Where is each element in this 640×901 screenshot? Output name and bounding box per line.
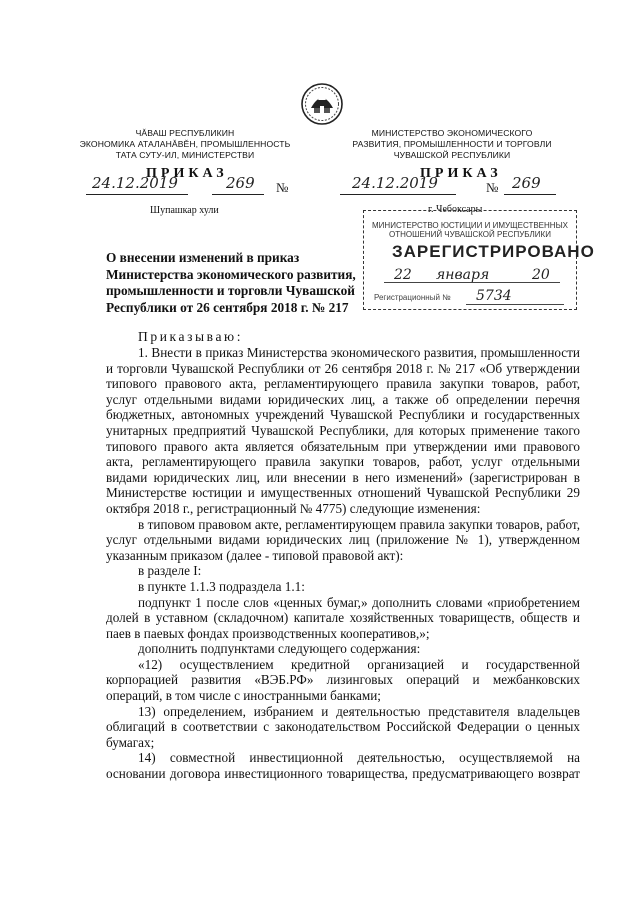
number-line-right [504, 174, 556, 195]
header-left-line1: ЧĂВАШ РЕСПУБЛИКИН [135, 128, 235, 138]
handwritten-number-right: 269 [512, 174, 541, 192]
document-title [106, 250, 376, 316]
prikaz-right-title: ПРИКАЗ [420, 166, 502, 181]
document-body [106, 345, 580, 782]
title-line1: О внесении изменений в приказ [106, 250, 300, 265]
handwritten-number-left: 269 [226, 174, 255, 192]
registration-stamp [363, 210, 595, 310]
stamp-month: января [436, 267, 490, 283]
stamp-date-row [384, 267, 560, 283]
handwritten-date-left: 24.12.2019 [92, 174, 178, 192]
stamp-ministry-line2: ОТНОШЕНИЙ ЧУВАШСКОЙ РЕСПУБЛИКИ [389, 230, 551, 239]
paragraph-1: 1. Внести в приказ Министерства экономического развития, промышленности и торговли Чувашской Республики от 26 сентября 2018 г. № 217 «Об утверждении типового правового акта, регламентирующего правила закупки товаров, работ, услуг отдельными видами юридических лиц, а также об определении перечня бюджетных, автономных учреждений Чувашской Республики и государственных унитарных предприятий Чувашской Республики, для которых применение такого типового правого акта является обязательным при утверждении ими правового акта, регламентирующего правила закупки товаров, работ, услуг отдельными видами юридических лиц, или внесении в него изменений» (зарегистрирован в Министерстве юстиции и имущественных отношений Чувашской Республики 29 октября 2018 г., регистрационный № 4775) следующие изменения: [106, 345, 580, 516]
date-line-left [86, 174, 188, 195]
header-left-chuvash [70, 128, 300, 161]
city-left: Шупашкар хули [150, 205, 219, 216]
stamp-registered-label: ЗАРЕГИСТРИРОВАНО [392, 242, 595, 261]
handwritten-date-right: 24.12.2019 [352, 174, 438, 192]
header-right-line3: ЧУВАШСКОЙ РЕСПУБЛИКИ [393, 150, 511, 160]
city-right: г. Чебоксары [428, 204, 483, 215]
stamp-reg-row [374, 288, 564, 305]
number-sign-right: № [486, 180, 499, 195]
stamp-ministry-line1: МИНИСТЕРСТВО ЮСТИЦИИ И ИМУЩЕСТВЕННЫХ [372, 221, 568, 230]
paragraph-3: в разделе I: [138, 563, 202, 579]
header-left-line2: ЭКОНОМИКА АТАЛАНĂВĔН, ПРОМЫШЛЕННОСТЬ [79, 139, 291, 149]
stamp-reg-number: 5734 [476, 288, 512, 304]
paragraph-8: 13) определением, избранием и деятельностью представителя владельцев облигаций в соответствии с законодательством Российской Федерации о ценных бумагах; [106, 703, 580, 750]
paragraph-7: «12) осуществлением кредитной организацией и государственной корпорацией развития «ВЭБ.РФ» лизинговых операций и межбанковских операций, в том числе с иностранными банками; [106, 656, 580, 704]
title-line4: Республики от 26 сентября 2018 г. № 217 [106, 299, 349, 315]
stamp-day: 22 [394, 267, 412, 283]
title-line3: промышленности и торговли Чувашской [106, 283, 355, 298]
paragraph-4: в пункте 1.1.3 подраздела 1.1: [138, 578, 305, 594]
prikaz-left-title: ПРИКАЗ [146, 166, 228, 181]
date-line-right [340, 174, 456, 195]
paragraph-5: подпункт 1 после слов «ценных бумаг,» дополнить словами «приобретением долей в уставном (складочном) капитале хозяйственных товариществ, обществ и паев в паевых фондах производственных кооперативов,»; [106, 594, 580, 641]
prikazyvayu: Приказываю: [138, 329, 244, 344]
paragraph-2: в типовом правовом акте, регламентирующем правила закупки товаров, работ, услуг отдельными видами юридических лиц (приложение № 1), утвержденном указанным приказом (далее - типовой правовой акт): [106, 516, 580, 563]
header-right-line1: МИНИСТЕРСТВО ЭКОНОМИЧЕСКОГО [371, 128, 533, 138]
paragraph-9: 14) совместной инвестиционной деятельностью, осуществляемой на основании договора инвестиционного товарищества, предусматривающего возврат [106, 750, 580, 782]
stamp-year: 20 [532, 267, 550, 283]
title-line2: Министерства экономического развития, [106, 266, 356, 282]
header-right-line2: РАЗВИТИЯ, ПРОМЫШЛЕННОСТИ И ТОРГОВЛИ [352, 139, 552, 149]
number-sign-left: № [276, 180, 289, 195]
number-line-left [212, 174, 264, 195]
stamp-reg-label: Регистрационный № [374, 293, 451, 302]
header-left-line3: ТАТА СУТУ-ИЛ, МИНИСТЕРСТВИ [115, 150, 255, 160]
header-right-russian [352, 128, 552, 161]
coat-of-arms-emblem-icon [300, 82, 344, 126]
paragraph-6: дополнить подпунктами следующего содержания: [138, 641, 421, 657]
